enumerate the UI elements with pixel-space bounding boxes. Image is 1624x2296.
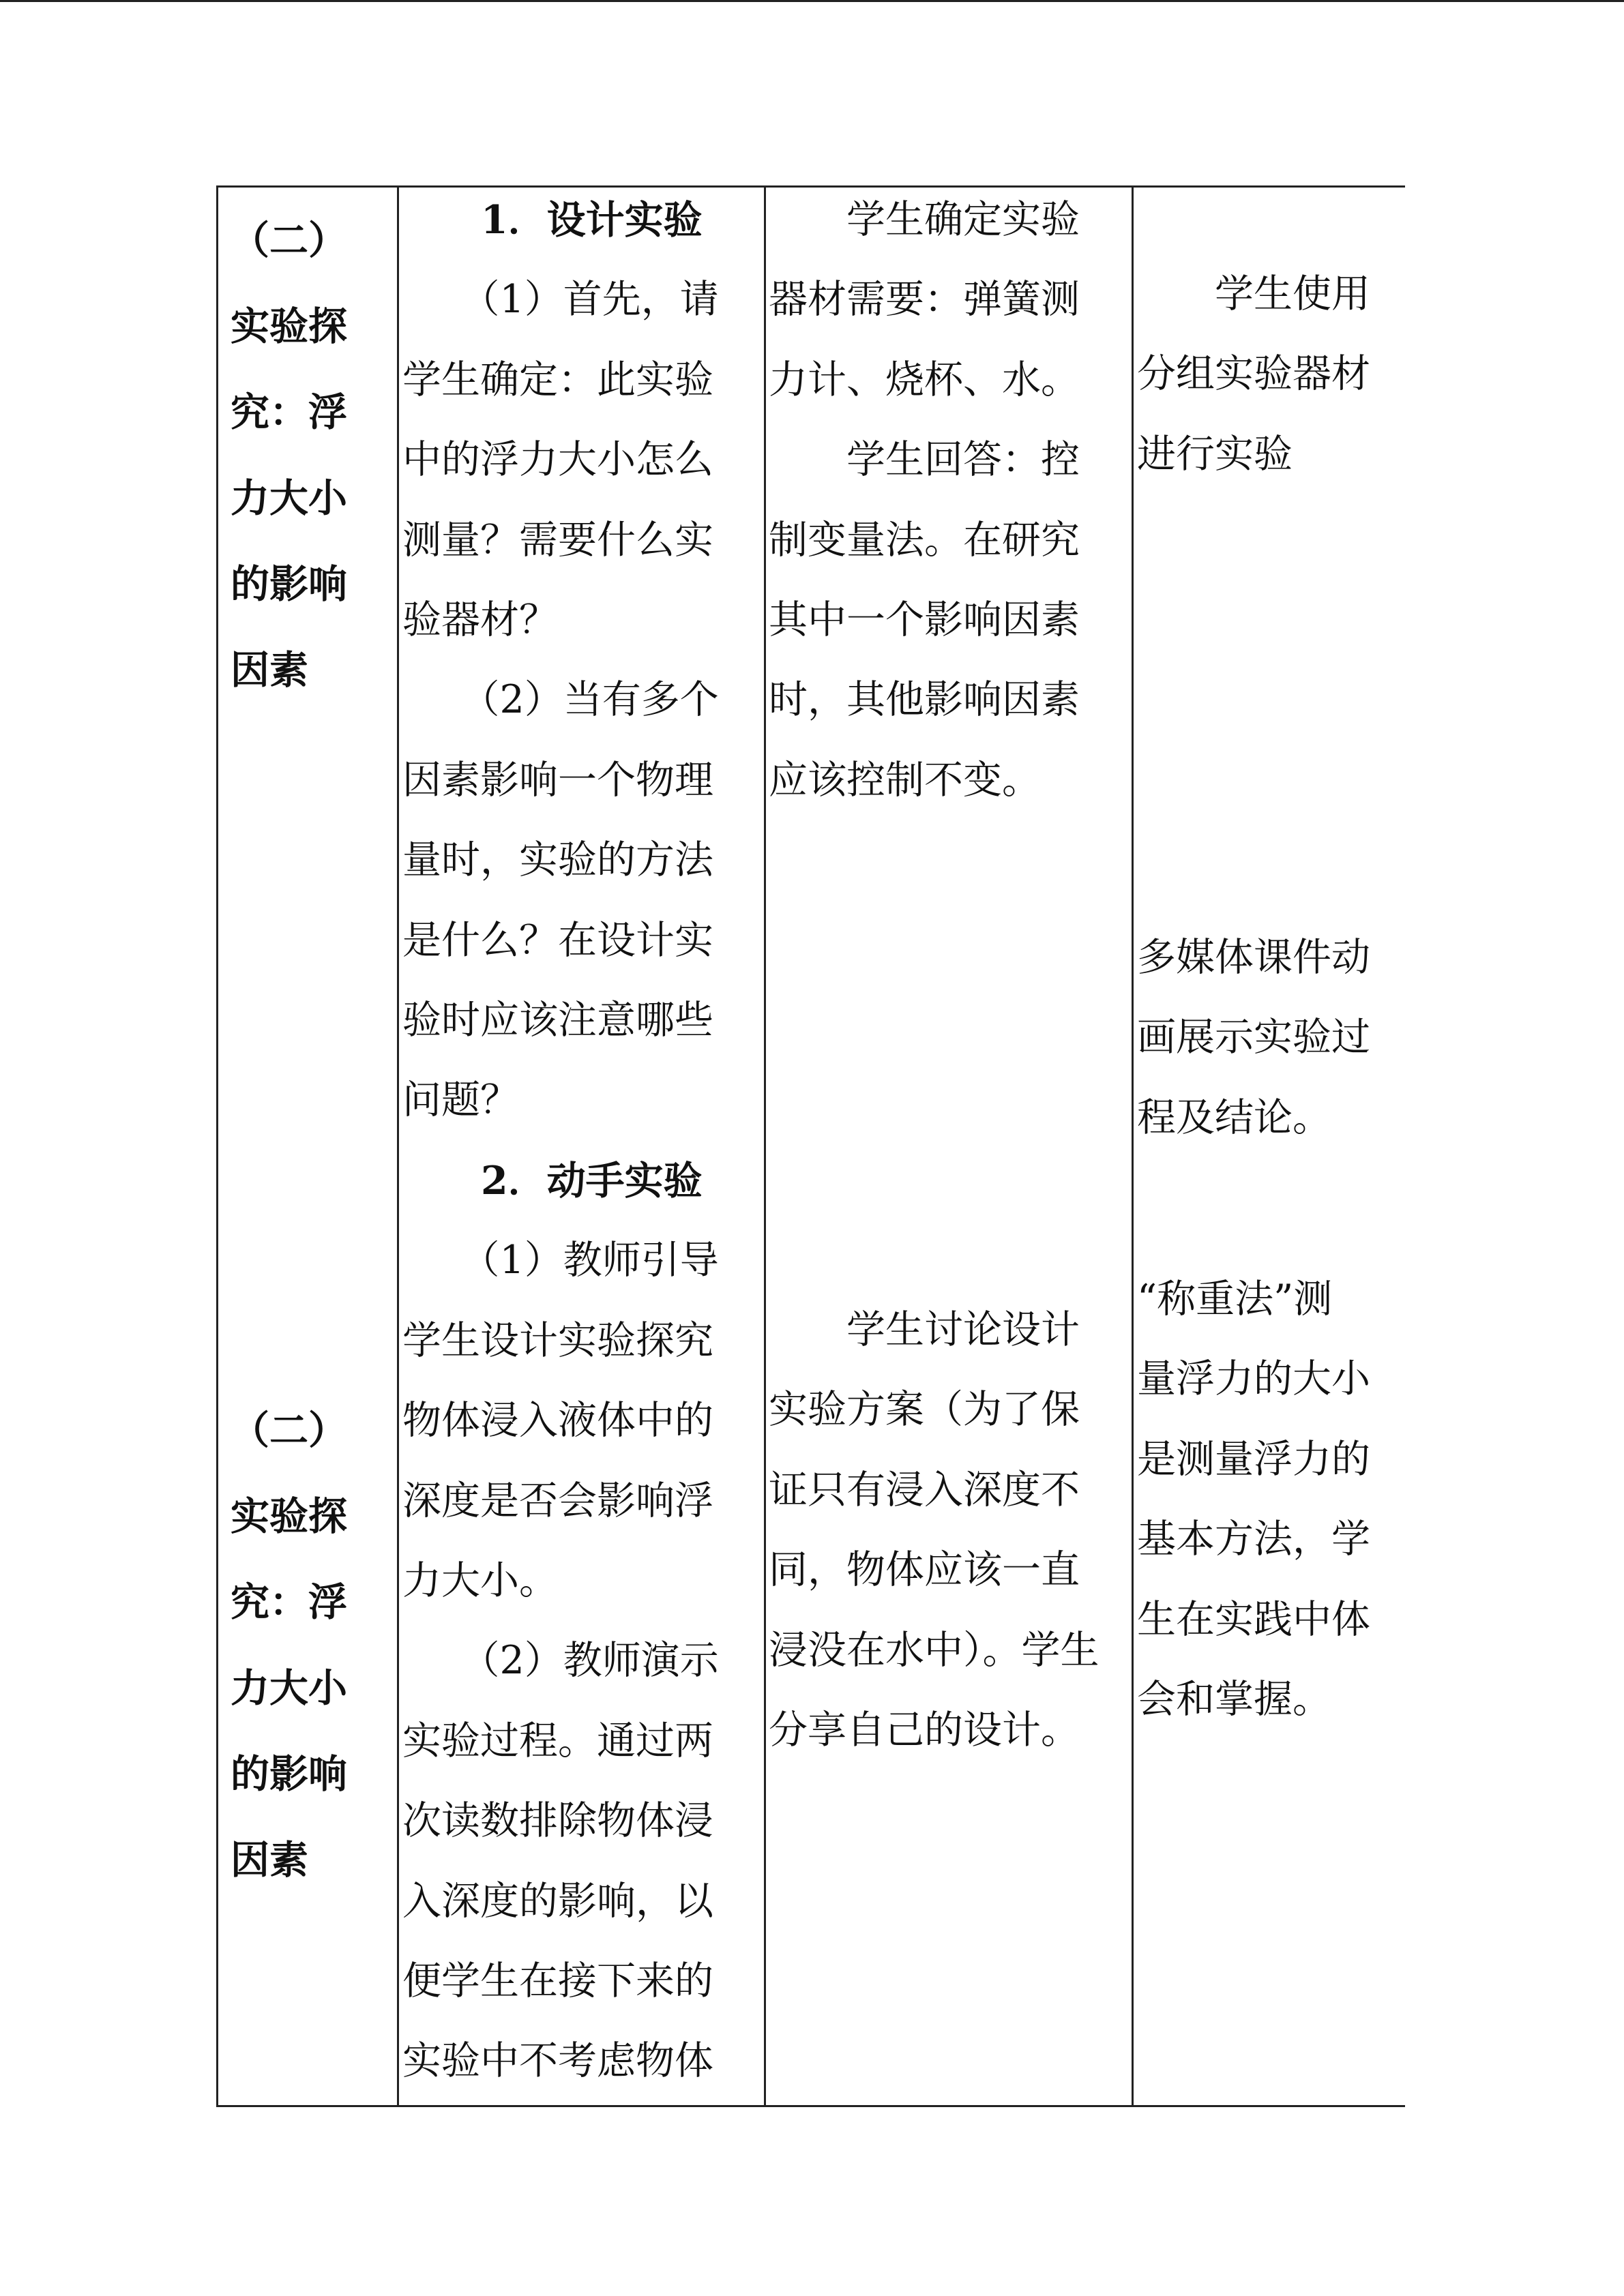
design-intent-line: 量浮力的大小 bbox=[1137, 1356, 1370, 1402]
student-activity-line: 时，其他影响因素 bbox=[769, 677, 1080, 723]
student-activity-top bbox=[769, 180, 1130, 820]
student-activity-line: 证只有浸入深度不 bbox=[769, 1467, 1080, 1512]
teacher-activity-line: 力大小。 bbox=[402, 1557, 558, 1603]
teacher-activity-line: 物体浸入液体中的 bbox=[402, 1398, 713, 1444]
teacher-activity-line: 入深度的影响，以 bbox=[402, 1878, 713, 1924]
design-intent-line: 生在实践中体 bbox=[1137, 1596, 1370, 1642]
teacher-activity-line: 量时，实验的方法 bbox=[402, 837, 713, 883]
teacher-activity-line: 学生确定：此实验 bbox=[402, 357, 713, 402]
design-intent-line: “称重法”测 bbox=[1137, 1277, 1333, 1322]
design-intent-line: 会和掌握。 bbox=[1137, 1677, 1331, 1723]
design-intent-cell-b bbox=[1137, 918, 1403, 1158]
teacher-activity-heading: 1．设计实验 bbox=[481, 197, 703, 243]
section-title-line: （二） bbox=[231, 218, 347, 263]
teacher-activity-line: 深度是否会影响浮 bbox=[402, 1478, 713, 1523]
column-divider-3 bbox=[1132, 185, 1134, 2107]
design-intent-line: 多媒体课件动 bbox=[1137, 935, 1370, 980]
teacher-activity-line: 实验中不考虑物体 bbox=[402, 2038, 713, 2084]
student-activity-line: 应该控制不变。 bbox=[769, 757, 1041, 803]
teacher-activity-text bbox=[402, 180, 764, 2102]
student-activity-line: 其中一个影响因素 bbox=[769, 597, 1080, 643]
student-activity-line: 浸没在水中）。学生 bbox=[769, 1627, 1099, 1673]
page-top-border bbox=[0, 0, 1624, 2]
teacher-activity-line: （2）教师演示 bbox=[402, 1638, 719, 1684]
student-activity-line: 力计、烧杯、水。 bbox=[769, 357, 1080, 402]
student-activity-line: 实验方案（为了保 bbox=[769, 1387, 1080, 1433]
section-title-bottom bbox=[231, 1388, 401, 1903]
teacher-activity-line: 实验过程。通过两 bbox=[402, 1718, 713, 1763]
section-title-line: 的影响 bbox=[231, 1751, 347, 1797]
section-title-line: 力大小 bbox=[231, 475, 347, 521]
teacher-activity-line: （1）教师引导 bbox=[402, 1238, 719, 1283]
design-intent-line: 学生使用 bbox=[1137, 271, 1370, 316]
teacher-activity-line: 中的浮力大小怎么 bbox=[402, 437, 713, 483]
teacher-activity-line: 因素影响一个物理 bbox=[402, 757, 713, 803]
student-activity-line: 学生讨论设计 bbox=[769, 1307, 1080, 1352]
teacher-activity-line: 验时应该注意哪些 bbox=[402, 998, 713, 1043]
student-activity-line: 制变量法。在研究 bbox=[769, 517, 1080, 563]
section-title-line: 实验探 bbox=[231, 303, 347, 349]
teacher-activity-line: 验器材？ bbox=[402, 597, 558, 643]
student-activity-line: 学生回答：控 bbox=[769, 437, 1080, 483]
section-title-line: 实验探 bbox=[231, 1493, 347, 1539]
teacher-activity-line: 学生设计实验探究 bbox=[402, 1317, 713, 1363]
section-title-line: 究：浮 bbox=[231, 1579, 347, 1625]
section-title-top bbox=[231, 198, 401, 713]
teacher-activity-cell bbox=[402, 180, 764, 2102]
student-activity-bottom bbox=[769, 1290, 1130, 1770]
design-intent-b bbox=[1137, 918, 1403, 1158]
design-intent-cell-c bbox=[1137, 1259, 1403, 1740]
student-activity-line: 器材需要：弹簧测 bbox=[769, 277, 1080, 323]
section-title-line: 力大小 bbox=[231, 1665, 347, 1711]
design-intent-line: 程及结论。 bbox=[1137, 1094, 1331, 1140]
design-intent-line: 是测量浮力的 bbox=[1137, 1436, 1370, 1482]
design-intent-line: 进行实验 bbox=[1137, 431, 1293, 477]
section-title-line: （二） bbox=[231, 1407, 347, 1453]
section-title-cell-repeat bbox=[231, 1388, 401, 1903]
column-divider-2 bbox=[764, 185, 766, 2107]
student-activity-cell bbox=[769, 180, 1130, 820]
teacher-activity-line: 次读数排除物体浸 bbox=[402, 1798, 713, 1844]
design-intent-line: 基本方法，学 bbox=[1137, 1517, 1370, 1562]
teacher-activity-line: 测量？需要什么实 bbox=[402, 517, 713, 563]
teacher-activity-line: （2）当有多个 bbox=[402, 677, 719, 723]
section-title-line: 究：浮 bbox=[231, 389, 347, 435]
teacher-activity-heading: 2．动手实验 bbox=[481, 1157, 703, 1204]
student-activity-line: 分享自己的设计。 bbox=[769, 1708, 1080, 1753]
design-intent-a bbox=[1137, 254, 1403, 494]
student-activity-cell-2 bbox=[769, 1290, 1130, 1770]
design-intent-c bbox=[1137, 1259, 1403, 1740]
section-title-line: 因素 bbox=[231, 647, 308, 693]
design-intent-line: 分组实验器材 bbox=[1137, 351, 1370, 397]
section-title-cell bbox=[231, 198, 401, 713]
teacher-activity-line: （1）首先，请 bbox=[402, 277, 719, 323]
section-title-line: 因素 bbox=[231, 1837, 308, 1883]
design-intent-cell-a bbox=[1137, 254, 1403, 494]
student-activity-line: 学生确定实验 bbox=[769, 197, 1080, 242]
student-activity-line: 同，物体应该一直 bbox=[769, 1547, 1080, 1593]
teacher-activity-line: 问题？ bbox=[402, 1077, 519, 1123]
teacher-activity-line: 是什么？在设计实 bbox=[402, 917, 713, 963]
design-intent-line: 画展示实验过 bbox=[1137, 1015, 1370, 1060]
section-title-line: 的影响 bbox=[231, 561, 347, 607]
teacher-activity-line: 便学生在接下来的 bbox=[402, 1958, 713, 2003]
